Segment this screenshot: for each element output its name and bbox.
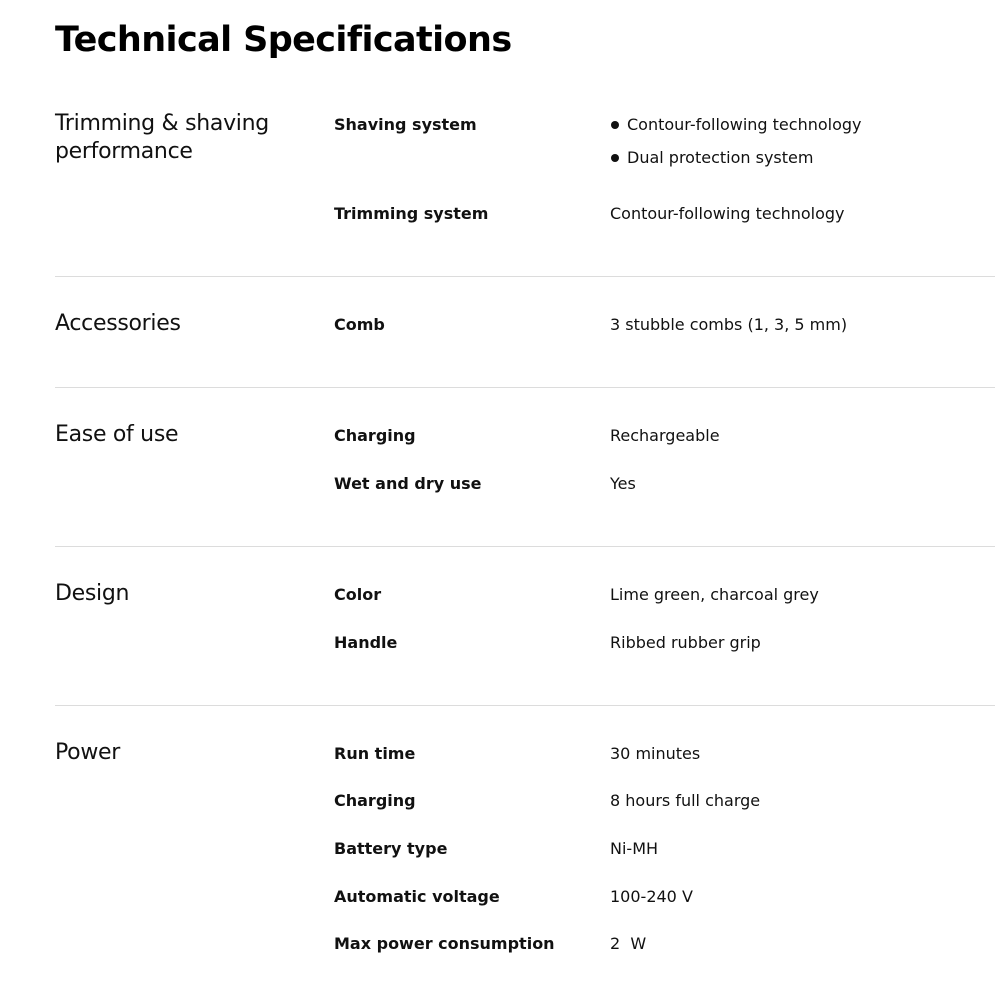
spec-label: Automatic voltage: [334, 887, 500, 906]
spec-label: Max power consumption: [334, 934, 555, 953]
spec-value: 3 stubble combs (1, 3, 5 mm): [610, 315, 848, 334]
spec-value: Dual protection system: [627, 148, 814, 167]
spec-section-accessories: [55, 310, 995, 388]
spec-value-list: [610, 114, 862, 180]
page-title: Technical Specifications: [55, 20, 512, 60]
section-title: Power: [55, 740, 121, 765]
spec-value-list-item: [610, 114, 862, 136]
spec-value: 100-240 V: [610, 887, 693, 906]
spec-section-trimming-shaving: [55, 110, 995, 277]
spec-value: Yes: [610, 474, 636, 493]
section-title: Design: [55, 581, 130, 606]
section-title: Ease of use: [55, 422, 179, 447]
spec-value: Ni-MH: [610, 839, 659, 858]
spec-value: 8 hours full charge: [610, 791, 761, 810]
bullet-icon: [611, 154, 619, 162]
spec-value: Ribbed rubber grip: [610, 633, 761, 652]
spec-label: Charging: [334, 791, 416, 810]
section-title: Trimming & shaving performance: [55, 111, 269, 164]
spec-label: Shaving system: [334, 115, 477, 134]
spec-label: Run time: [334, 744, 416, 763]
spec-value: Contour-following technology: [627, 115, 862, 134]
spec-value: 2 W: [610, 934, 647, 953]
section-title: Accessories: [55, 311, 181, 336]
spec-section-ease-of-use: [55, 421, 995, 547]
spec-label: Color: [334, 585, 382, 604]
spec-label: Comb: [334, 315, 385, 334]
spec-value: Contour-following technology: [610, 204, 845, 223]
spec-value: 30 minutes: [610, 744, 701, 763]
spec-label: Battery type: [334, 839, 448, 858]
spec-label: Handle: [334, 633, 398, 652]
spec-label: Wet and dry use: [334, 474, 482, 493]
bullet-icon: [611, 121, 619, 129]
spec-value-list-item: [610, 147, 862, 169]
spec-value: Lime green, charcoal grey: [610, 585, 819, 604]
spec-label: Trimming system: [334, 204, 489, 223]
spec-section-design: [55, 580, 995, 706]
spec-section-power: [55, 739, 995, 969]
spec-value: Rechargeable: [610, 426, 720, 445]
spec-label: Charging: [334, 426, 416, 445]
